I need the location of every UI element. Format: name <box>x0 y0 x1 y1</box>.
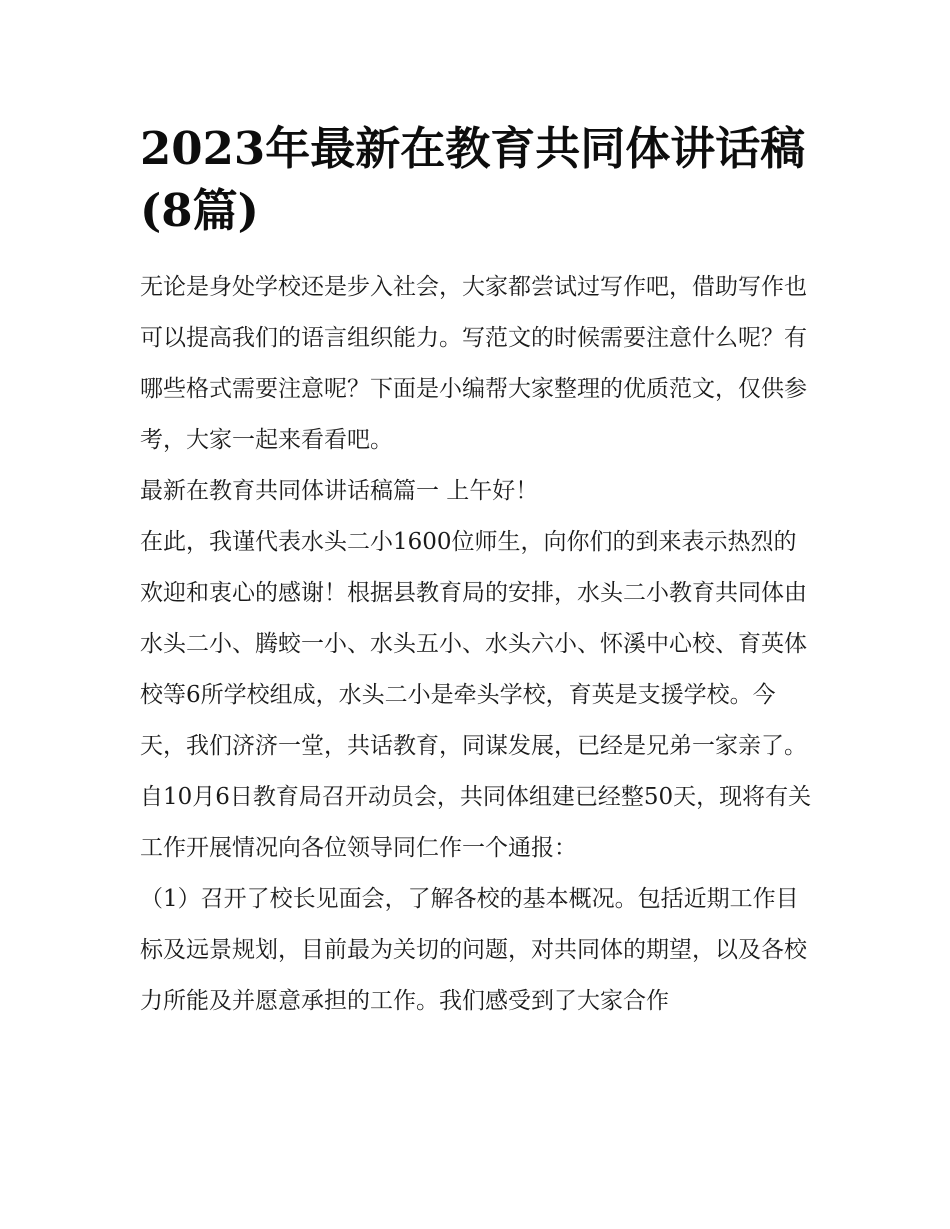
item-one-paragraph: （1）召开了校长见面会，了解各校的基本概况。包括近期工作目标及远景规划，目前最为关切的问题，对共同体的期望，以及各校力所能及并愿意承担的工作。我们感受到了大家合作 <box>140 886 807 1014</box>
report-intro-paragraph: 自10月6日教育局召开动员会，共同体组建已经整50天，现将有关工作开展情况向各位领导同仁作一个通报： <box>140 784 812 861</box>
document-body <box>140 118 812 1027</box>
document-title: 2023年最新在教育共同体讲话稿(8篇) <box>140 122 806 237</box>
intro-paragraph: 无论是身处学校还是步入社会，大家都尝试过写作吧，借助写作也可以提高我们的语言组织能力。写范文的时候需要注意什么呢？有哪些格式需要注意呢？下面是小编帮大家整理的优质范文，仅供参考，大家一起来看看吧。 <box>140 274 807 453</box>
section-heading-paragraph: 最新在教育共同体讲话稿篇一 上午好！ <box>140 478 539 504</box>
welcome-paragraph: 在此，我谨代表水头二小1600位师生，向你们的到来表示热烈的欢迎和衷心的感谢！根据县教育局的安排，水头二小教育共同体由水头二小、腾蛟一小、水头五小、水头六小、怀溪中心校、育英体校等6所学校组成，水头二小是牵头学校，育英是支援学校。今天，我们济济一堂，共话教育，同谋发展，已经是兄弟一家亲了。 <box>140 529 807 759</box>
